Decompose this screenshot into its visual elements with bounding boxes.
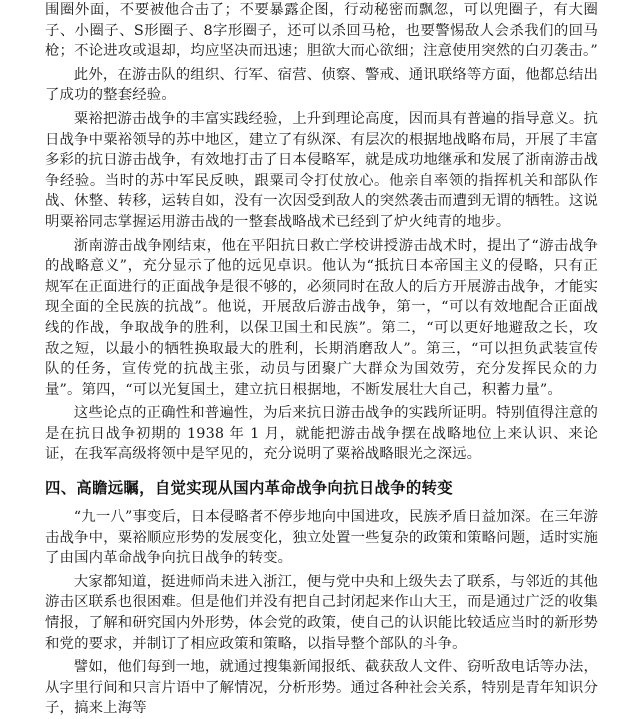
paragraph-1: 围圈外面，不要被他合击了；不要暴露企图，行动秘密而飘忽，可以兜圈子，有大圈子、小圈子、S形圈子、8字形圈子，还可以杀回马枪，也要警惕敌人会杀我们的回马枪；不论进攻或退却，均应坚决而迅速；胆欲大而心欲细；注意使用突然的白刃袭击。” (45, 2, 598, 60)
section-heading: 四、高瞻远瞩，自觉实现从国内革命战争向抗日战争的转变 (45, 479, 453, 498)
paragraph-8: 譬如，他们每到一地，就通过搜集新闻报纸、截获敌人文件、窃听敌电话等办法，从字里行间和只言片语中了解情况，分析形势。通过各种社会关系，特别是青年知识分子，搞来上海等 (45, 659, 598, 717)
book-page (45, 0, 598, 719)
paragraph-2: 此外，在游击队的组织、行军、宿营、侦察、警戒、通讯联络等方面，他都总结出了成功的整套经验。 (45, 66, 598, 104)
paragraph-5: 这些论点的正确性和普遍性，为后来抗日游击战争的实践所证明。特别值得注意的是在抗日战争初期的 1938 年 1 月，就能把游击战争摆在战略地位上来认识、来论证，在我军高级将领中是罕见的，充分说明了粟裕战略眼光之深远。 (45, 405, 598, 463)
paragraph-4: 浙南游击战争刚结束，他在平阳抗日救亡学校讲授游击战术时，提出了“游击战争的战略意义”，充分显示了他的远见卓识。他认为“抵抗日本帝国主义的侵略，只有正规军在正面进行的正面战争是很不够的，必须同时在敌人的后方开展游击战争，才能实现全面的全民族的抗战”。他说，开展敌后游击战争，第一，“可以有效地配合正面战线的作战，争取战争的胜利，以保卫国土和民族”。第二，“可以更好地避敌之长，攻敌之短，以最小的牺牲换取最大的胜利，长期消磨敌人”。第三，“可以担负武装宣传队的任务，宣传党的抗战主张，动员与团聚广大群众为国效劳，充分发挥民众的力量”。第四，“可以光复国土，建立抗日根据地，不断发展壮大自己，积蓄力量”。 (45, 237, 598, 398)
paragraph-7: 大家都知道，挺进师尚未进入浙江，便与党中央和上级失去了联系，与邻近的其他游击区联系也很困难。但是他们并没有把自己封闭起来作山大王，而是通过广泛的收集情报，了解和研究国内外形势，体会党的政策，使自己的认识能比较适应当时的新形势和党的要求，并制订了相应政策和策略，以指导整个部队的斗争。 (45, 573, 598, 652)
paragraph-6: “九一八”事变后，日本侵略者不停步地向中国进攻，民族矛盾日益加深。在三年游击战争中，粟裕顺应形势的发展变化，独立处置一些复杂的政策和策略问题，适时实施了由国内革命战争向抗日战争的转变。 (45, 509, 598, 567)
paragraph-3: 粟裕把游击战争的丰富实践经验，上升到理论高度，因而具有普遍的指导意义。抗日战争中粟裕领导的苏中地区，建立了有纵深、有层次的根据地战略布局，开展了丰富多彩的抗日游击战争，有效地打击了日本侵略军，就是成功地继承和发展了浙南游击战争经验。当时的苏中军民反映，跟粟司令打仗放心。他亲自率领的指挥机关和部队作战、休整、转移，运转自如，没有一次因受到敌人的突然袭击而遭到无谓的牺牲。这说明粟裕同志掌握运用游击战的一整套战略战术已经到了炉火纯青的地步。 (45, 110, 598, 230)
